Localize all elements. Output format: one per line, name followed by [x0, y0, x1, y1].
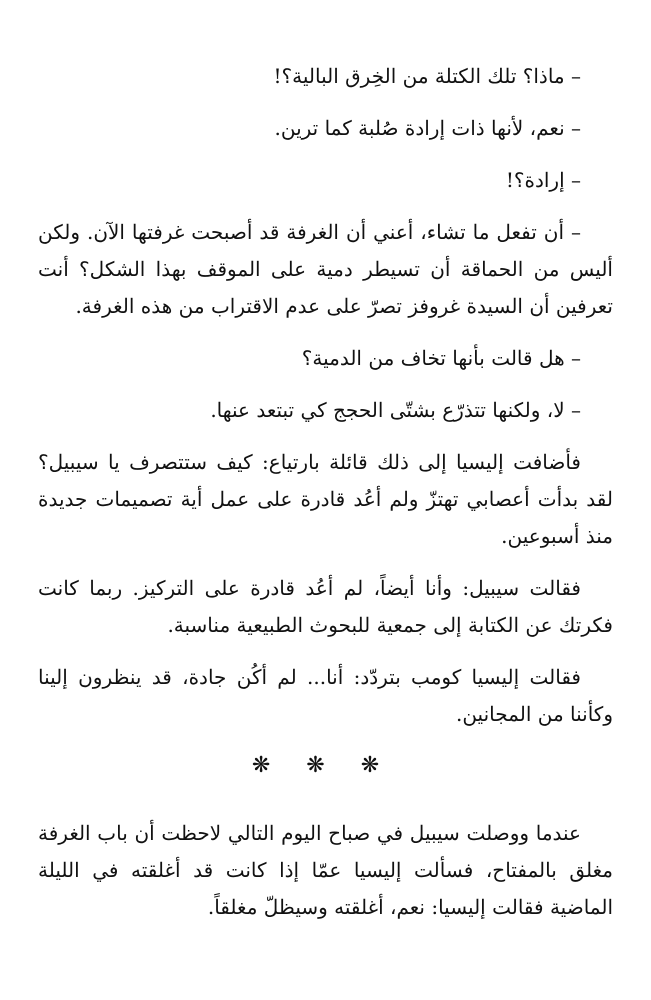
narrative-paragraph: فأضافت إليسيا إلى ذلك قائلة بارتياع: كيف ستتصرف يا سيبيل؟ لقد بدأت أعصابي تهتزّ ولم أعُد قادرة على عمل أية تصميمات جديدة منذ أسبوعين.	[38, 450, 613, 548]
asterism-glyph: ❋	[251, 753, 291, 778]
dialogue-line: – إرادة؟!	[505, 168, 581, 192]
narrative-paragraph: فقالت سيبيل: وأنا أيضاً، لم أعُد قادرة على التركيز. ربما كانت فكرتك عن الكتابة إلى جمعية للبحوث الطبيعية مناسبة.	[38, 576, 613, 637]
dialogue-line: – نعم، لأنها ذات إرادة صُلبة كما ترين.	[274, 116, 581, 140]
dialogue-line: – هل قالت بأنها تخاف من الدمية؟	[301, 346, 581, 370]
asterism-glyph: ❋	[360, 753, 400, 778]
narrative-paragraph: فقالت إليسيا كومب بتردّد: أنا... لم أكُن جادة، قد ينظرون إلينا وكأننا من المجانين.	[38, 665, 613, 726]
section-separator	[38, 751, 613, 781]
dialogue-line: – لا، ولكنها تتذرّع بشتّى الحجج كي تبتعد عنها.	[210, 398, 581, 422]
narrative-paragraph: عندما ووصلت سيبيل في صباح اليوم التالي لاحظت أن باب الغرفة مغلق بالمفتاح، فسألت إليسيا عمّا إذا كانت قد أغلقته في الليلة الماضية فقالت إليسيا: نعم، أغلقته وسيظلّ مغلقاً.	[38, 821, 613, 919]
asterism-glyph: ❋	[306, 753, 345, 778]
dialogue-line: – ماذا؟ تلك الكتلة من الخِرق البالية؟!	[273, 64, 581, 88]
dialogue-paragraph: – أن تفعل ما تشاء، أعني أن الغرفة قد أصبحت غرفتها الآن. ولكن أليس من الحماقة أن تسيطر دمية على الموقف بهذا الشكل؟ أنت تعرفين أن السيدة غروفز تصرّ على عدم الاقتراب من هذه الغرفة.	[38, 220, 613, 318]
